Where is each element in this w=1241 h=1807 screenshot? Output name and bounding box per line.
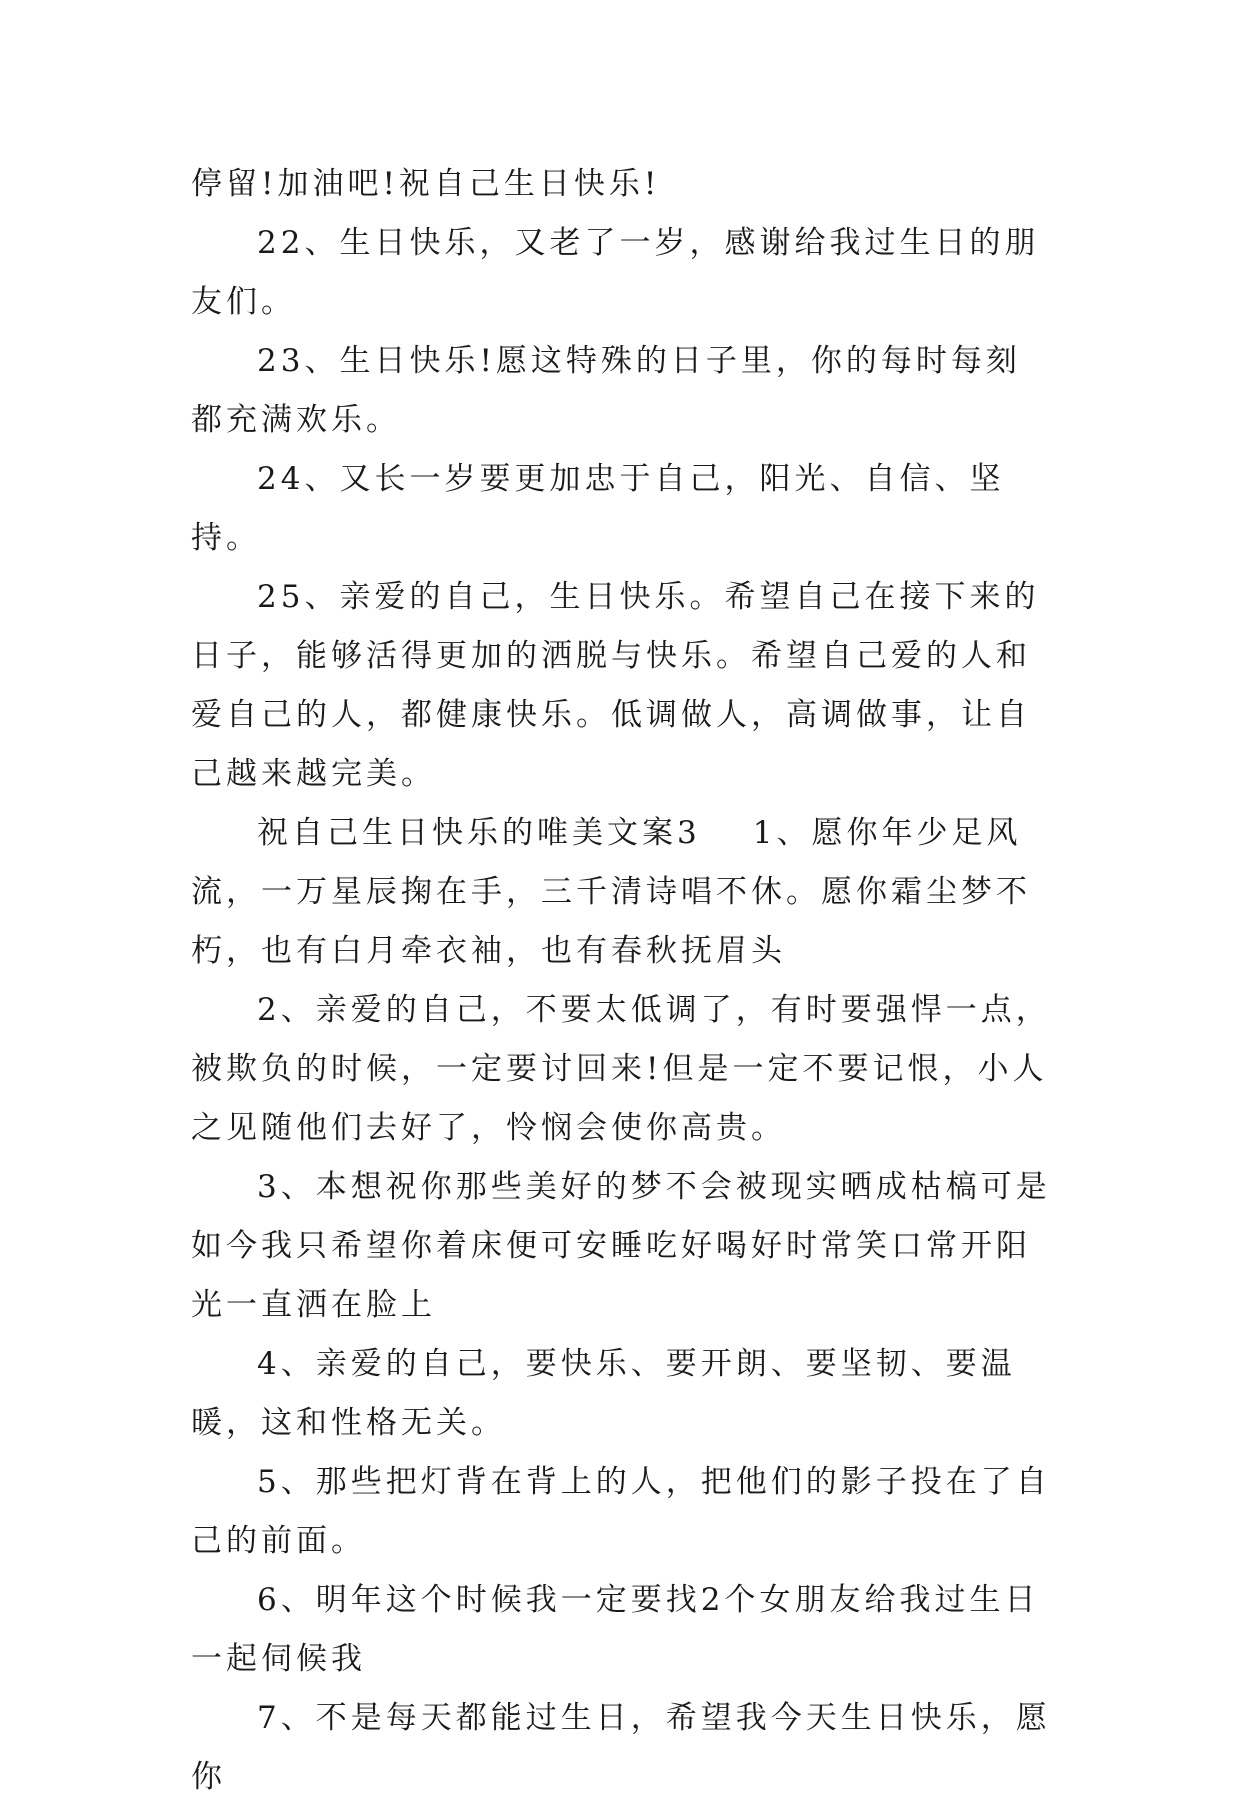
section-heading: 祝自己生日快乐的唯美文案3: [257, 815, 701, 851]
paragraph-item-3: 3、本想祝你那些美好的梦不会被现实晒成枯槁可是如今我只希望你着床便可安睡吃好喝好时常笑口常开阳光一直洒在脸上: [191, 1169, 1051, 1323]
section-3-item-1: 1、愿你年少足风流，一万星辰掬在手，三千清诗唱不休。愿你霜尘梦不朽，也有白月牵衣袖，也有春秋抚眉头: [191, 815, 1031, 969]
document-body: [191, 155, 1053, 1807]
paragraph-section-3: [191, 804, 1053, 981]
paragraph-continuation: 停留!加油吧!祝自己生日快乐!: [191, 166, 661, 202]
paragraph-item-2: 2、亲爱的自己，不要太低调了，有时要强悍一点，被欺负的时候，一定要讨回来!但是一定不要记恨，小人之见随他们去好了，怜悯会使你高贵。: [191, 992, 1051, 1146]
paragraph-23: 23、生日快乐!愿这特殊的日子里，你的每时每刻都充满欢乐。: [191, 343, 1021, 438]
paragraph-item-5: 5、那些把灯背在背上的人，把他们的影子投在了自己的前面。: [191, 1464, 1051, 1559]
paragraph-25: 25、亲爱的自己，生日快乐。希望自己在接下来的日子，能够活得更加的洒脱与快乐。希望自己爱的人和爱自己的人，都健康快乐。低调做人，高调做事，让自己越来越完美。: [191, 579, 1040, 792]
paragraph-item-7: 7、不是每天都能过生日，希望我今天生日快乐，愿你: [191, 1700, 1051, 1795]
paragraph-item-4: 4、亲爱的自己，要快乐、要开朗、要坚韧、要温暖，这和性格无关。: [191, 1346, 1016, 1441]
paragraph-24: 24、又长一岁要更加忠于自己，阳光、自信、坚持。: [191, 461, 1005, 556]
paragraph-item-6: 6、明年这个时候我一定要找2个女朋友给我过生日一起伺候我: [191, 1582, 1040, 1677]
paragraph-22: 22、生日快乐，又老了一岁，感谢给我过生日的朋友们。: [191, 225, 1040, 320]
